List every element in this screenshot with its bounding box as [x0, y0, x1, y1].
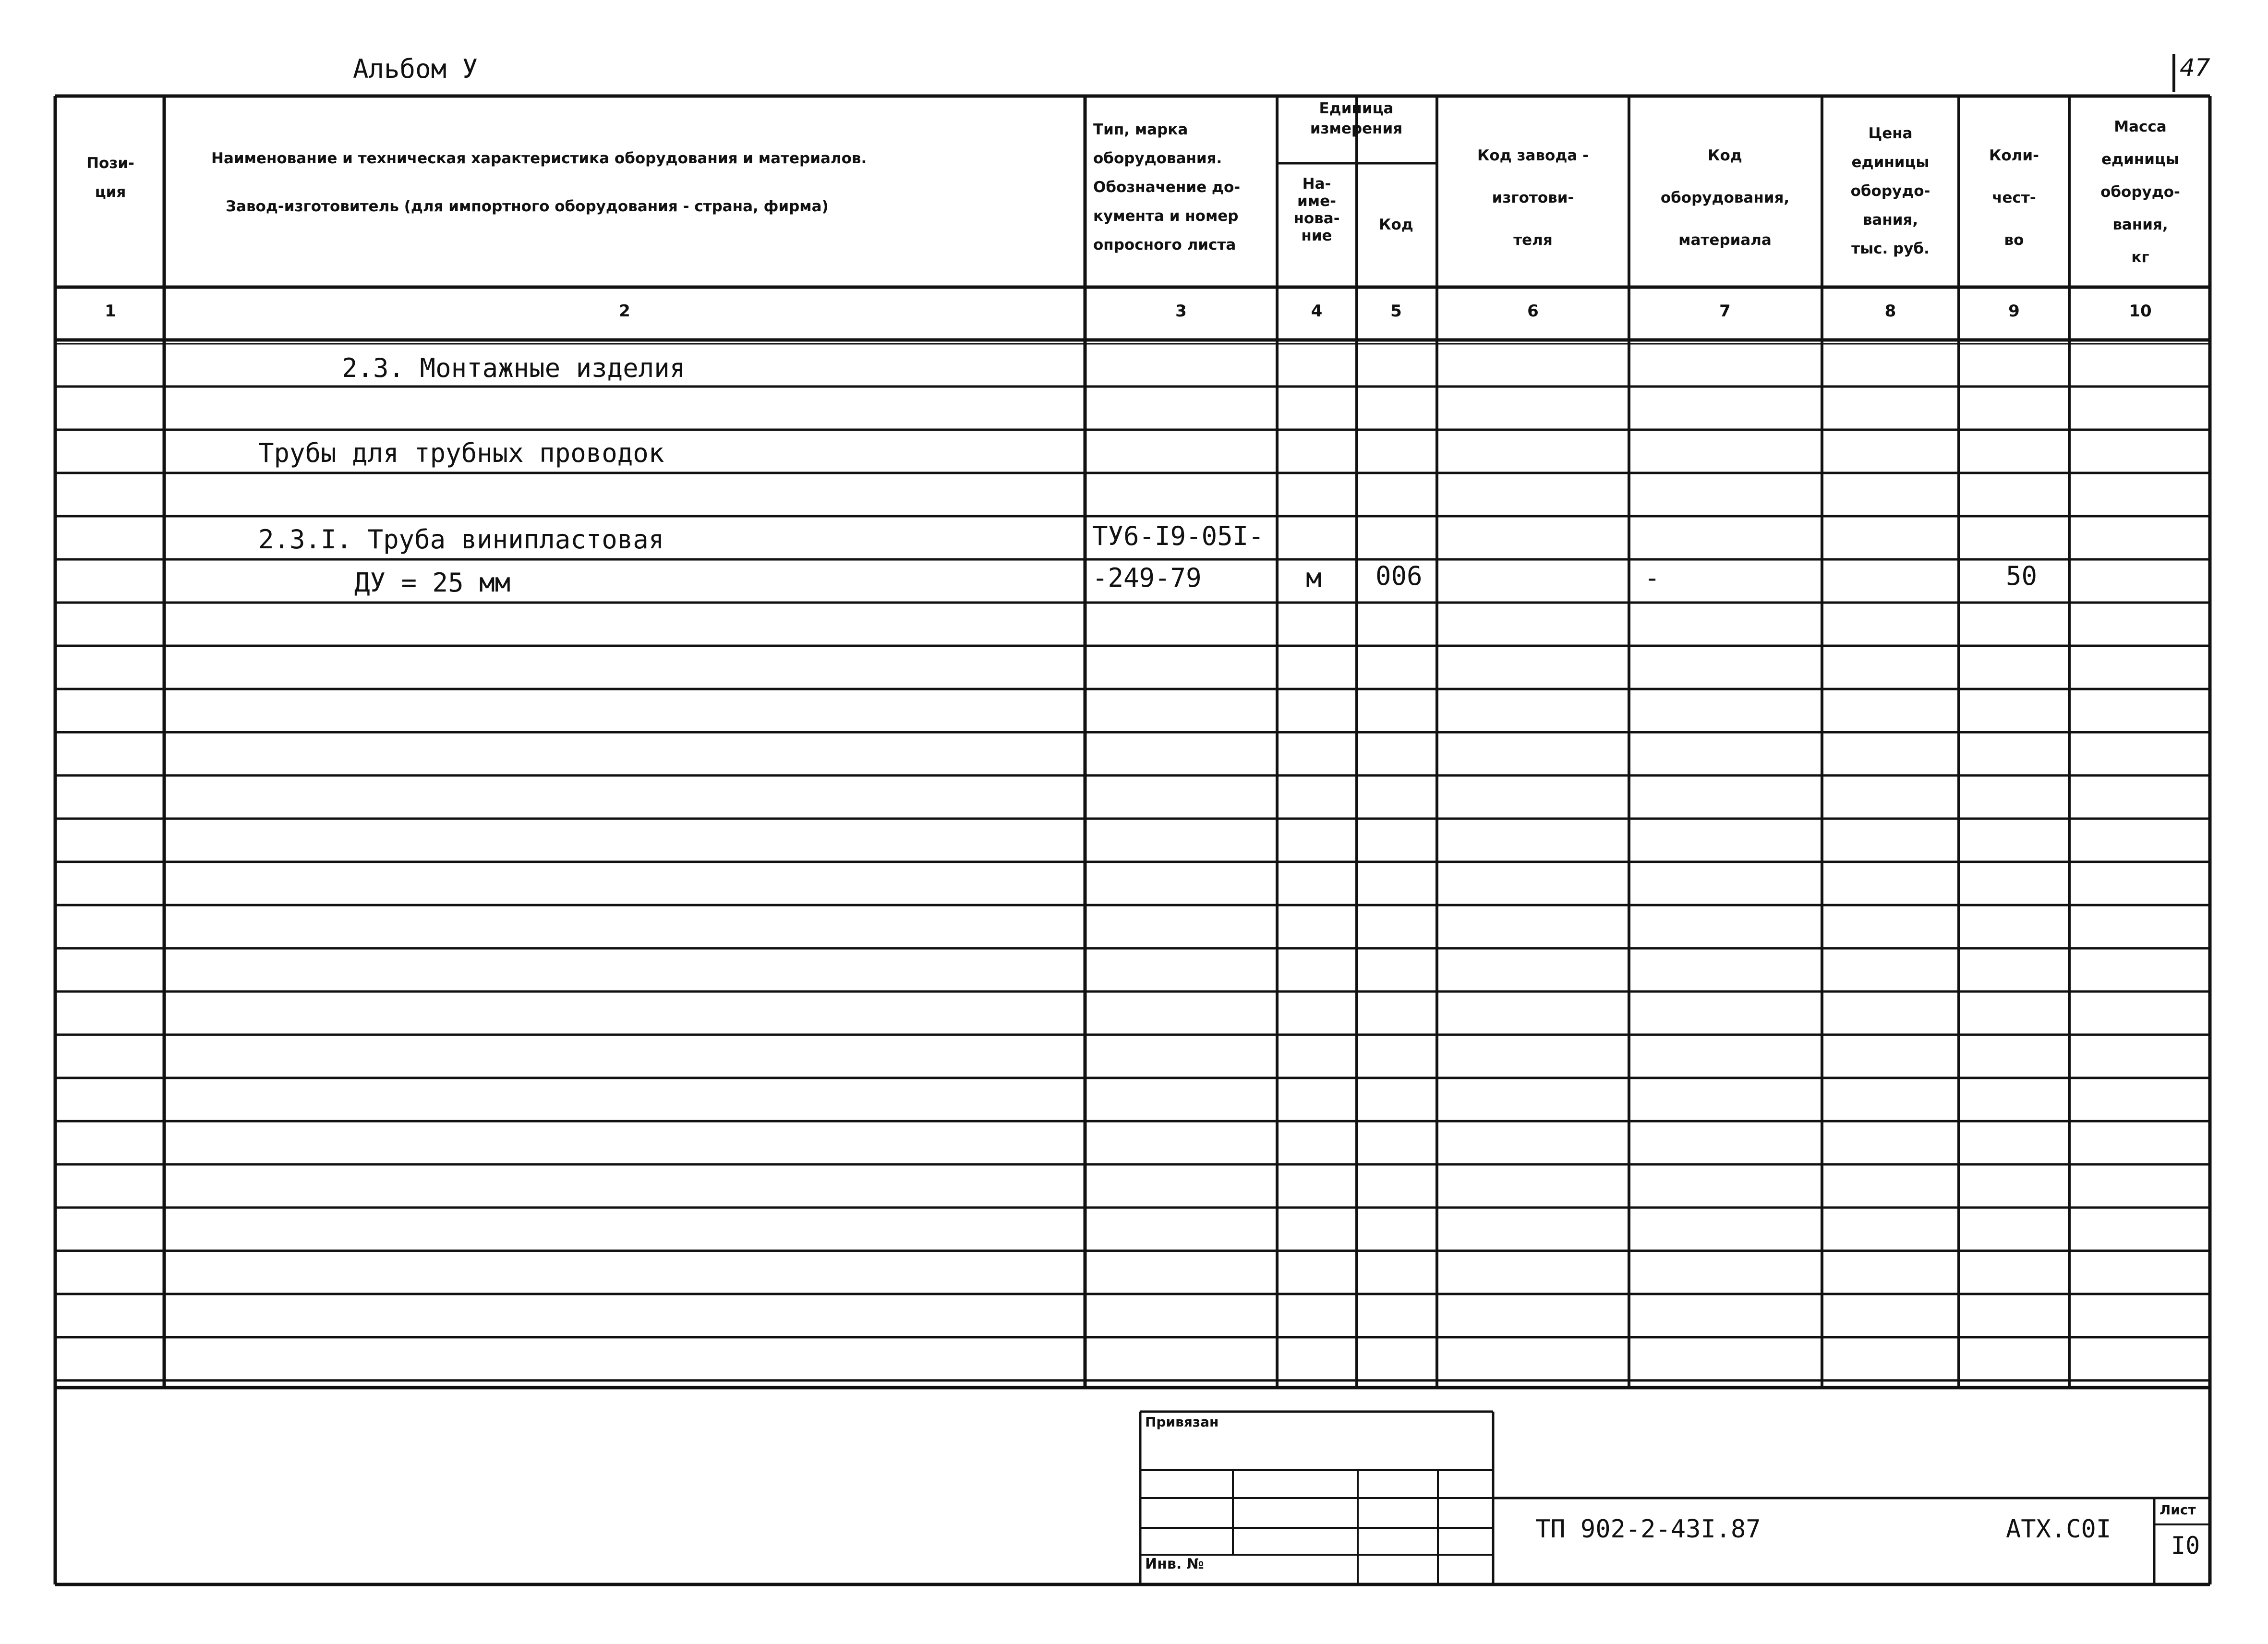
colnum-10: 10	[2129, 302, 2152, 321]
header-equipment-code: Код оборудования, материала	[1660, 147, 1790, 249]
stamp-privyazan: Привязан	[1145, 1414, 1219, 1430]
row-item-equipment-code: -	[1644, 563, 1660, 593]
row-item-name: 2.3.I. Труба винипластовая	[258, 524, 664, 555]
header-factory-code: Код завода - изготови- теля	[1477, 147, 1589, 249]
colnum-7: 7	[1719, 302, 1731, 321]
album-label: Альбом У	[353, 54, 478, 84]
header-unit-code: Код	[1379, 216, 1413, 233]
colnum-4: 4	[1311, 302, 1323, 321]
sheet-mark: 47	[2180, 54, 2210, 82]
row-item-doc: -249-79	[1092, 563, 1202, 593]
doc-mark: АТХ.С0I	[2006, 1515, 2111, 1544]
row-item-unit: м	[1306, 563, 1322, 593]
header-position: Пози- ция	[86, 155, 134, 201]
header-unit-name: На- име- нова- ние	[1293, 175, 1340, 244]
header-mass: Масса единицы оборудо- вания, кг	[2100, 118, 2180, 266]
colnum-1: 1	[105, 302, 116, 321]
colnum-5: 5	[1390, 302, 1402, 321]
header-price: Цена единицы оборудо- вания, тыс. руб.	[1850, 125, 1930, 257]
row-item-unit-code: 006	[1375, 561, 1423, 591]
row-item-quantity: 50	[2006, 561, 2038, 591]
doc-code: ТП 902-2-43I.87	[1535, 1515, 1761, 1544]
row-subsection-title: Трубы для трубных проводок	[258, 438, 664, 468]
stamp-inv-no: Инв. №	[1145, 1556, 1204, 1572]
colnum-9: 9	[2008, 302, 2020, 321]
sheet-number: I0	[2171, 1532, 2200, 1559]
header-unit-group: Единица измерения	[1310, 100, 1403, 137]
row-section-title: 2.3. Монтажные изделия	[342, 353, 686, 383]
colnum-2: 2	[619, 302, 630, 321]
header-name-line2: Завод-изготовитель (для импортного оборудования - страна, фирма)	[226, 198, 829, 215]
colnum-8: 8	[1884, 302, 1896, 321]
header-name-line1: Наименование и техническая характеристика оборудования и материалов.	[211, 150, 867, 167]
colnum-6: 6	[1527, 302, 1539, 321]
header-type: Тип, марка оборудования. Обозначение до- кумента и номер опросного листа	[1093, 121, 1241, 254]
row-item-type: ТУ6-I9-05I-	[1092, 521, 1264, 551]
header-quantity: Коли- чест- во	[1989, 147, 2039, 249]
row-item-size: ДУ = 25 мм	[354, 568, 511, 598]
sheet-label: Лист	[2159, 1502, 2196, 1518]
colnum-3: 3	[1175, 302, 1187, 321]
